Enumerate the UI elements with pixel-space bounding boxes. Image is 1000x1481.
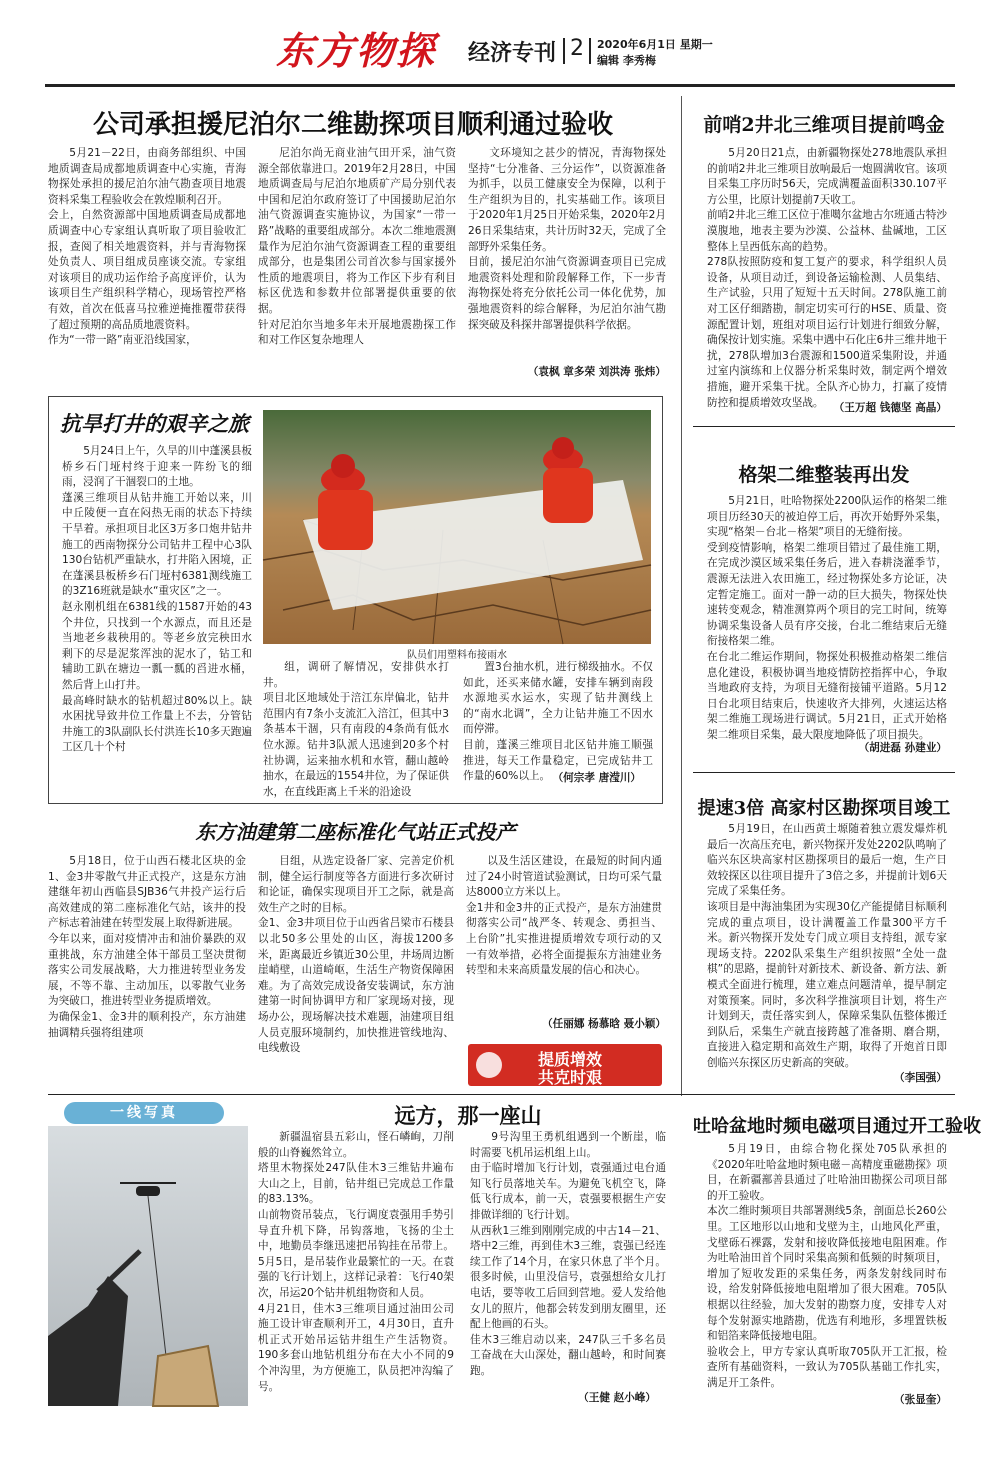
a5-col3: 以及生活区建设，在最短的时间内通过了24小时管道试验测试，日均可采气量达8000立方米以上。 金1井和金3井的正式投产，是东方油建贯彻落实公司“战严冬、转观念、勇担当、上台阶”扎实推进提质增效专项行动的又一有效举措，必将全面提振东方油建业务转型和未来高质量发展的信心和决心。 [466, 855, 662, 977]
a1-col1: 5月21－22日，由商务部组织、中国地质调查局成都地质调查中心实施，青海物探处承担的援尼泊尔油气勘查项目地震资料采集工程验收会在敦煌顺利召开。 会上，自然资源部中国地质调查局成都地质调查中心专家组认真听取了项目验收汇报，查阅了相关地震资料，并与青海物探处负责人、项目组成员座谈交流。专家组对该项目的成功运作给予高度评价，认为该项目生产组织科学精心，现场管控严格有效，首次在低喜马拉雅逆掩推覆带获得了超过预期的高品质地震资料。 作为“一带一路”南亚沿线国家， [48, 147, 246, 347]
stamp-line2: 共克时艰 [538, 1068, 603, 1087]
headline-mountain: 远方，那一座山 [394, 1103, 542, 1128]
photo-helicopter-image [48, 1126, 248, 1406]
newspaper-logo: 东方物探 [276, 28, 437, 73]
photo-caption: 队员们用塑料布接雨水 [407, 650, 507, 661]
a5-col1: 5月18日，位于山西石楼北区块的金1、金3井零散气井正式投产，这是东方油建继年初山西临县SJB36气井投产运行后高效建成的第二座标准化气站，该井的投产标志着油建在转型发展上取得新进展。 今年以来，面对疫情冲击和油价暴跌的双重挑战，东方油建全体干部员工坚决贯彻落实公司发展战略，大力推进转型业务发展，不等不靠、主动加压，以零散气业务为突破口，推进转型业务提质增效。 为确保金1、金3井的顺利投产，东方油建抽调精兵强将组建项 [48, 855, 246, 1039]
column-divider [681, 96, 682, 1096]
editor: 编辑 李秀梅 [597, 54, 656, 67]
a5-byline: （任丽娜 杨慕晗 聂小颖） [542, 1018, 666, 1030]
stamp-fist-icon [476, 1052, 502, 1078]
a8-body: 5月19日，由综合物化探处705队承担的《2020年吐哈盆地时频电磁－高精度重磁勘探》项目，在新疆鄯善县通过了吐哈油田勘探公司项目部的开工验收。 本次二维时频项目共部署测线5条，剖面总长260公里。工区地形以山地和戈壁为主，山地风化严重，戈壁砾石裸露，发射和接收降低接地电阻困难。作为吐哈油田首个同时采集高频和低频的时频项目，增加了短收发距的采集任务，两条发射线同时布设，给发射降低接地电阻增加了很大困难。705队根据以往经验，加大发射的勘察力度，安排专人对每个发射源实地踏勘，优选有利地形，多埋置铁板和铝箔来降低接地电阻。 验收会上，甲方专家认真听取705队开工汇报，检查所有基础资料，一致认为705队基础工作扎实，满足开工条件。 [707, 1143, 947, 1389]
headline-drought: 抗旱打井的艰辛之旅 [60, 411, 249, 436]
headline-gejia: 格架二维整装再出发 [738, 464, 910, 486]
section-title: 经济专刊 [468, 41, 557, 66]
a4-body: 5月21日，吐哈物探处2200队运作的格架二维项目历经30天的被迫停工后，再次开始野外采集，实现“格架－台北－格架”项目的无缝衔接。 受到疫情影响，格架二维项目错过了最佳施工期，在完成沙漠区域采集任务后，进入春耕浇灌季节，震源无法进入农田施工，经过物探处多方论证，决定暂定施工。面对一静一动的巨大损失，物探处快速转变观念，精准测算两个项目的完工时间，统筹协调采集设备人员有序交接，台北二维结束后无缝衔接格架二维。 在台北二维运作期间，物探处积极推动格架二维信息化建设，积极协调当地疫情防控指挥中心，争取当地政府支持，为项目无缝衔接铺平道路。5月12日台北项目结束后，快速收齐大排列，火速运达格架二维施工现场进行调试。5月21日，正式开始格架二维项目采集，最大限度地降低了项目损失。 [707, 495, 947, 741]
section-badge-label: 一线写真 [110, 1105, 178, 1121]
a3-col3: 置3台抽水机，进行梯级抽水。不仅如此，还买来储水罐，安排车辆到南段水源地买水运水，实现了钻井测线上的“南水北调”，全力让钻井施工不因水而停滞。 目前，蓬溪三维项目北区钻井施工顺强推进，每天工作量稳定，已完成钻井工作量的60%以上。 [463, 661, 653, 783]
a3-col2: 组，调研了解情况，安排供水打井。 项目北区地域处于涪江东岸偏北，钻井范围内有7条小支流汇入涪江，但其中3条基本干涸，只有南段的4条尚有低水位水源。钻井3队派人迅速到20多个村社协调，运来抽水机和水管，翻山越岭抽水，在最远的1554井位，为了保证供水，在直线距离上千米的沿途设 [263, 661, 449, 798]
a7-col1: 新疆温宿县五彩山，怪石嶙峋，刀削般的山脊巍然耸立。 塔里木物探处247队佳木3三维钻井遍布大山之上，目前，钻井组已完成总工作量的83.13%。 山前物资吊装点，飞行调度袁强用手势引导直升机下降，吊钩落地，飞扬的尘土中，地勤员李继迅速把吊钩挂在吊带上。5月5日，是吊装作业最繁忙的一天。在袁强的飞行计划上，这样记录着：飞行40架次，吊运20个钻井机组物资和人员。 4月21日，佳木3三维项目通过油田公司施工设计审查顺利开工，4月30日，直升机正式开始吊运钻井组生产生活物资。190多套山地钻机组分布在大小不同的9个冲沟里，为方便施工，队员把冲沟编了号。 [258, 1131, 454, 1393]
section-badge [64, 1102, 224, 1124]
a7-col2: 9号沟里王勇机组遇到一个断崖，临时需要飞机吊运机组上山。 由于临时增加飞行计划，袁强通过电台通知飞行员落地关车。为避免飞机空飞，降低飞行成本，前一天，袁强要根据生产安排做详细的飞行计划。 从西秋1三维到刚刚完成的中古14－21、塔中2三维，再到佳木3三维，袁强已经连续工作了14个月，在家只休息了半个月。很多时候，山里没信号，袁强想给女儿打电话，要等收工后回到营地。爱人发给他女儿的照片，他都会转发到朋友圈里，还配上他画的石头。 佳木3三维启动以来，247队三千多名员工奋战在大山深处，翻山越岭，和时间赛跑。 [470, 1131, 666, 1377]
a2-byline: （王万超 钱德坚 高晶） [833, 402, 947, 414]
section-divider-2 [589, 38, 591, 64]
a3-col1: 5月24日上午，久旱的川中蓬溪县板桥乡石门垭村终于迎来一阵纷飞的细雨，浸润了干涸裂口的土地。 蓬溪三维项目从钻井施工开始以来，川中丘陵便一直在闷热无雨的状态下持续干旱着。承担项目北区3万多口炮井钻井施工的西南物探分公司钻井工程中心3队130台钻机严重缺水，打井陷入困境，正在蓬溪县板桥乡石门垭村6381测线施工的3Z16班就是缺水“重灾区”之一。 赵永刚机组在6381线的1587开始的43个井位，只找到一个水源点，而且还是当地老乡栽秧用的。等老乡放完秧田水剩下的尽是泥浆浑浊的泥水了，钻工和辅助工趴在塘边一瓢一瓢的舀进水桶，然后背上山打井。 最高峰时缺水的钻机超过80%以上。缺水困扰导致井位工作量上不去，分管钻井施工的3队副队长付洪连长10多天跑遍工区几十个村 [62, 445, 252, 754]
a7-byline: （王健 赵小峰） [578, 1392, 656, 1404]
headline-tuha: 吐哈盆地时频电磁项目通过开工验收 [693, 1116, 981, 1137]
headline-gaojiacun: 提速3倍 高家村区勘探项目竣工 [697, 798, 951, 819]
divider-a2 [693, 426, 955, 427]
a6-body: 5月19日，在山西黄土塬随着独立震发爆炸机最后一次高压充电，新兴物探开发处2202队鸣响了临兴东区块高家村区勘探项目的最后一炮，生产日效较探区以往项目提升了3倍之多，并提前计划6天完成了采集任务。 该项目是中海油集团为实现30亿产能提储目标顺利完成的重点项目，设计满覆盖工作量300平方千米。新兴物探开发处专门成立项目支持组，派专家现场支持。2202队采集生产组织按照“全处一盘棋”的思路，提前针对新技术、新设备、新方法、新模式全面进行梳理，建立难点问题清单，提早制定对策预案。同时，多次科学推演项目计划，将生产计划到天，责任落实到人，保障采集队伍整体搬迁到队后，采集生产就直接跨越了准备期、磨合期，直接进入稳定期和高效生产期，取得了开炮首日即创临兴东探区历史新高的突破。 [707, 823, 947, 1069]
headline-qianshao: 前哨2井北三维项目提前鸣金 [703, 114, 945, 136]
a2-body: 5月20日21点，由新疆物探处278地震队承担的前哨2井北三维项目放响最后一炮圆满收官。该项目采集工序历时56天，完成满覆盖面积330.107平方公里，比原计划提前7天收工。 前哨2井北三维工区位于准噶尔盆地古尔班通古特沙漠腹地，地表主要为沙漠、公益林、盐碱地，工区整体上呈西低东高的趋势。 278队按照防疫和复工复产的要求，科学组织人员设备，从项目动迁，到设备运输检测、人员集结、生产试验，只用了短短十五天时间。278队施工前对工区仔细踏勘，制定切实可行的HSE、质量、资源配置计划，班组对项目运行计划进行细致分解，确保按计划实施。采集中遇中石化庄6井三维井地干扰，278队增加3台震源和1500道采集附设，并通过室内演练和上仪器分析采集时效，制定两个增效措施，避开采集干扰。全队齐心协力，打赢了疫情防控和提质增效攻坚战。 [707, 147, 947, 409]
a1-col2: 尼泊尔尚无商业油气田开采，油气资源全部依靠进口。2019年2月28日，中国地质调查局与尼泊尔地质矿产局分别代表中国和尼泊尔政府签订了中国援助尼泊尔油气资源调查实施协议，为国家“一带一路”战略的重要组成部分。本次二维地震测量作为尼泊尔油气资源调查工程的重要组成部分，也是集团公司首次参与国家援外性质的地震项目，将为工作区下步有利目标区优选和参数井位部署提供重要的依据。 针对尼泊尔当地多年未开展地震勘探工作和对工作区复杂地理人 [258, 147, 456, 347]
page-number: 2 [570, 36, 584, 61]
masthead-rule [45, 84, 955, 87]
a4-byline: （胡进磊 孙建业） [858, 742, 947, 754]
photo-helicopter [48, 1126, 248, 1406]
a6-byline: （李国强） [894, 1072, 947, 1084]
divider-bottom [48, 1094, 955, 1095]
a8-byline: （张显奎） [894, 1394, 947, 1406]
a5-col2: 目组，从选定设备厂家、完善定价机制，健全运行制度等各方面进行多次研讨和论证，确保实现项目开工之际，就是高效生产之时的目标。 金1、金3井项目位于山西省吕梁市石楼县以北50多公里处的山区，海拔1200多米，距离最近乡镇近30公里，井场周边断崖峭壁，山道崎岖，生活生产物资保障困难。为了高效完成设备安装调试，东方油建第一时间协调甲方和厂家现场对接，现场办公，现场解决技术难题，油建项目组人员克服环境制约，加快推进管线地沟、电线敷设 [258, 855, 454, 1055]
divider-a4 [693, 772, 955, 773]
a1-byline: （袁枫 章多荣 刘洪涛 张炜） [527, 366, 666, 378]
issue-date: 2020年6月1日 星期一 [597, 38, 713, 51]
a3-byline: （何宗孝 唐滢川） [552, 772, 641, 784]
masthead [0, 0, 1000, 88]
stamp-tizhi [468, 1044, 662, 1086]
photo-rain-collection-image [263, 410, 651, 644]
headline-nepal: 公司承担援尼泊尔二维勘探项目顺利通过验收 [92, 110, 613, 140]
a1-col3: 文环境知之甚少的情况，青海物探处坚持“七分准备、三分运作”，以资源准备为抓手，以员工健康安全为保障，以利于生产组织为目的，扎实基础工作。该项目于2020年1月25日开始采集，2020年2月26日采集结束，共计历时32天，完成了全部野外采集任务。 目前，援尼泊尔油气资源调查项目已完成地震资料处理和阶段解释工作，下一步青海物探处将充分依托公司一体化优势，加强地震资料的综合解释，为尼泊尔油气勘探突破及科探井部署提供科学依据。 [468, 147, 666, 331]
photo-rain-collection [263, 410, 651, 644]
headline-gas-station: 东方油建第二座标准化气站正式投产 [195, 820, 516, 844]
stamp-line1: 提质增效 [538, 1050, 603, 1069]
section-divider [563, 38, 565, 64]
